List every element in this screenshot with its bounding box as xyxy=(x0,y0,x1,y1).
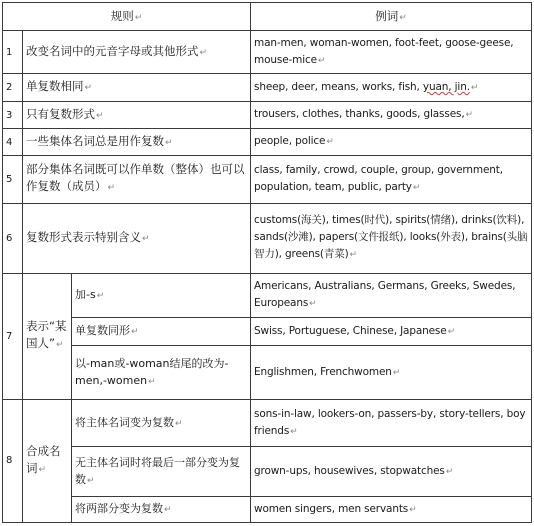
rule-text: 将主体名词变为复数 xyxy=(75,415,174,429)
paragraph-mark: ↵ xyxy=(317,55,326,66)
header-example-text: 例词 xyxy=(375,9,399,24)
paragraph-mark: ↵ xyxy=(470,82,479,93)
rule-cell xyxy=(72,447,251,497)
table-row xyxy=(3,497,532,523)
row-number: 2 xyxy=(3,74,23,102)
paragraph-mark: ↵ xyxy=(131,327,139,338)
paragraph-mark: ↵ xyxy=(165,137,173,148)
example-cell xyxy=(251,74,532,102)
rule-text: 改变名词中的元音字母或其他形式 xyxy=(26,43,199,58)
example-cell xyxy=(251,346,532,400)
table-row xyxy=(3,30,532,73)
paragraph-mark: ↵ xyxy=(107,183,116,194)
paragraph-mark: ↵ xyxy=(84,83,93,94)
example-cell xyxy=(251,129,532,156)
header-example xyxy=(251,3,532,31)
rule-cell xyxy=(72,273,251,317)
rule-cell xyxy=(23,74,251,102)
example-text: sons-in-law, lookers-on, passers-by, story-tellers, boy friends xyxy=(254,407,526,437)
example-text: sheep, deer, means, works, fish, xyxy=(254,80,423,93)
paragraph-mark: ↵ xyxy=(148,376,156,387)
paragraph-mark: ↵ xyxy=(175,418,183,429)
rule-text: 复数形式表示特别含义 xyxy=(26,229,141,244)
group-label: 合成名词 xyxy=(26,443,61,475)
rule-text: 以-man或-woman结尾的改为-men,-women xyxy=(75,356,229,387)
example-text: Swiss, Portuguese, Chinese, Japanese xyxy=(254,324,447,337)
table-row xyxy=(3,399,532,447)
example-text: trousers, clothes, thanks, goods, glasses, xyxy=(254,108,465,121)
table-row xyxy=(3,447,532,497)
paragraph-mark: ↵ xyxy=(199,47,208,58)
rule-text: 单复数相同 xyxy=(26,79,84,94)
example-text: people, police xyxy=(254,135,326,148)
rule-text: 一些集体名词总是用作复数 xyxy=(26,133,164,148)
row-number: 3 xyxy=(3,102,23,129)
rule-cell xyxy=(72,399,251,447)
example-text: man-men, woman-women, foot-feet, goose-geese, mouse-mice xyxy=(254,36,514,66)
rule-cell xyxy=(23,30,251,73)
paragraph-mark: ↵ xyxy=(38,464,47,475)
paragraph-mark: ↵ xyxy=(349,250,357,261)
example-cell xyxy=(251,399,532,447)
paragraph-mark: ↵ xyxy=(134,13,143,24)
paragraph-mark: ↵ xyxy=(399,13,407,24)
row-number: 4 xyxy=(3,129,23,156)
table-row xyxy=(3,74,532,102)
rule-text: 将两部分变为复数 xyxy=(75,502,163,516)
group-label: 表示“某国人” xyxy=(26,319,67,351)
paragraph-mark: ↵ xyxy=(309,299,317,310)
row-number: 5 xyxy=(3,155,23,203)
group-label-cell xyxy=(23,399,72,522)
rule-cell xyxy=(72,318,251,346)
table-row xyxy=(3,203,532,273)
rule-text: 无主体名词时将最后一部分变为复数 xyxy=(75,455,240,486)
example-cell xyxy=(251,447,532,497)
example-cell xyxy=(251,102,532,129)
paragraph-mark: ↵ xyxy=(87,475,95,486)
paragraph-mark: ↵ xyxy=(326,137,334,148)
paragraph-mark: ↵ xyxy=(465,110,473,121)
rule-cell xyxy=(23,155,251,203)
header-rule xyxy=(3,3,251,31)
rule-cell xyxy=(72,346,251,400)
example-text: class, family, crowd, couple, group, government, population, team, public, party xyxy=(254,163,503,193)
rule-text: 只有复数形式 xyxy=(26,106,95,121)
example-text: Americans, Australians, Germans, Greeks, Swedes, Europeans xyxy=(254,280,516,310)
table-row xyxy=(3,129,532,156)
example-text: women singers, men servants xyxy=(254,502,409,515)
paragraph-mark: ↵ xyxy=(412,182,421,193)
rule-cell xyxy=(23,102,251,129)
paragraph-mark: ↵ xyxy=(290,426,298,437)
spellcheck-underlined-text: yuan, jin. xyxy=(422,80,470,93)
table-row xyxy=(3,102,532,129)
example-cell xyxy=(251,30,532,73)
paragraph-mark: ↵ xyxy=(164,505,172,516)
rule-text: 部分集体名词既可以作单数（整体）也可以作复数（成员） xyxy=(26,162,245,194)
rule-cell xyxy=(23,129,251,156)
example-cell xyxy=(251,203,532,273)
example-cell xyxy=(251,155,532,203)
row-number: 6 xyxy=(3,203,23,273)
paragraph-mark: ↵ xyxy=(55,340,64,351)
example-text: grown-ups, housewives, stopwatches xyxy=(254,464,445,477)
row-number: 7 xyxy=(3,273,23,399)
row-number: 1 xyxy=(3,30,23,73)
rule-text: 加-s xyxy=(75,288,96,302)
paragraph-mark: ↵ xyxy=(445,466,454,477)
header-rule-text: 规则 xyxy=(110,9,134,24)
table-row xyxy=(3,318,532,346)
table-row xyxy=(3,155,532,203)
plural-rules-table xyxy=(2,2,532,523)
example-cell xyxy=(251,273,532,317)
paragraph-mark: ↵ xyxy=(96,110,104,121)
table-row xyxy=(3,346,532,400)
example-text: customs(海关), times(时代), spirits(情绪), drinks(饮料), sands(沙滩), papers(文件报纸), looks(外表), brains(头脑智力), greens(青菜) xyxy=(254,214,528,261)
paragraph-mark: ↵ xyxy=(447,326,455,337)
paragraph-mark: ↵ xyxy=(392,367,401,378)
example-cell xyxy=(251,497,532,523)
example-text: Englishmen, Frenchwomen xyxy=(254,365,392,378)
paragraph-mark: ↵ xyxy=(409,504,417,515)
row-number: 8 xyxy=(3,399,23,522)
rule-text: 单复数同形 xyxy=(75,324,130,338)
table-row xyxy=(3,273,532,317)
rule-cell xyxy=(72,497,251,523)
paragraph-mark: ↵ xyxy=(96,291,105,302)
rule-cell xyxy=(23,203,251,273)
paragraph-mark: ↵ xyxy=(142,233,150,244)
table-header-row xyxy=(3,3,532,31)
example-cell xyxy=(251,318,532,346)
group-label-cell xyxy=(23,273,72,399)
